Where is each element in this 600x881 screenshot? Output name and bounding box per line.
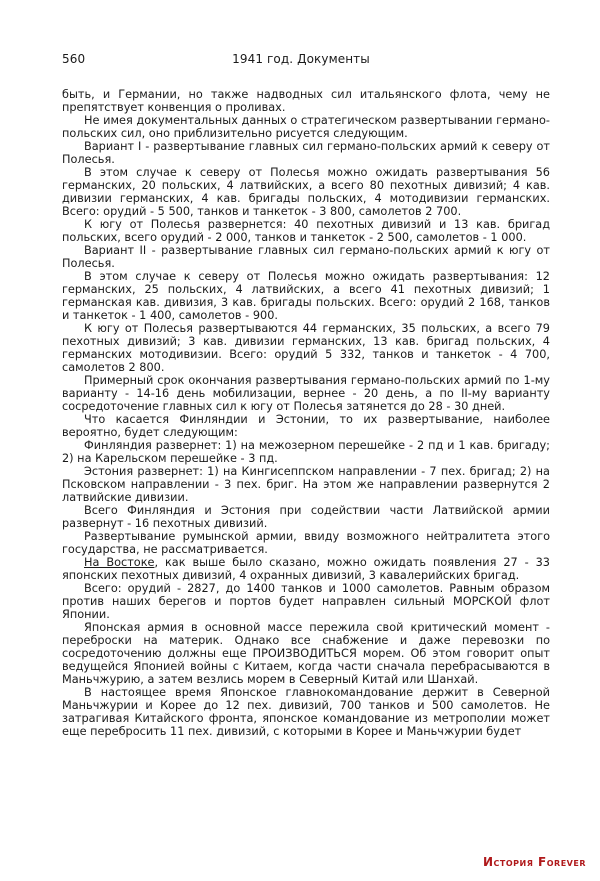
paragraph: В настоящее время Японское главнокомандование держит в Северной Маньчжурии и Корее до 12 пех. дивизий, 700 танков и 500 самолетов. Не затрагивая Китайского фронта, японское командование из метрополии может еще перебросить 11 пех. дивизий, с которыми в Корее и Маньчжурии будет — [62, 686, 550, 738]
page-number: 560 — [62, 52, 86, 66]
paragraph: Вариант I - развертывание главных сил германо-польских армий к северу от Полесья. — [62, 140, 550, 166]
paragraph: быть, и Германии, но также надводных сил итальянского флота, чему не препятствует конвенция о проливах. — [62, 88, 550, 114]
paragraph: Не имея документальных данных о стратегическом развертывании германо-польских сил, оно приблизительно рисуется следующим. — [62, 114, 550, 140]
running-title: 1941 год. Документы — [232, 52, 370, 66]
paragraph: В этом случае к северу от Полесья можно ожидать развертывания: 12 германских, 25 польских, 4 латвийских, а всего 41 пехотных дивизий; 1 германская кав. дивизия, 3 кав. бригады польских. Всего: орудий 2 168, танков и танкеток - 1 400, самолетов - 900. — [62, 270, 550, 322]
paragraph: К югу от Полесья развернется: 40 пехотных дивизий и 13 кав. бригад польских, всего орудий - 2 000, танков и танкеток - 2 500, самолетов - 1 000. — [62, 218, 550, 244]
paragraph: Всего: орудий - 2827, до 1400 танков и 1000 самолетов. Равным образом против наших берегов и портов будет направлен сильный МОРСКОЙ флот Японии. — [62, 582, 550, 621]
paragraph: Финляндия развернет: 1) на межозерном перешейке - 2 пд и 1 кав. бригаду; 2) на Карельском перешейке - 3 пд. — [62, 439, 550, 465]
paragraph: Примерный срок окончания развертывания германо-польских армий по 1-му варианту - 14-16 день мобилизации, вернее - 20 день, а по II-му варианту сосредоточение главных сил к югу от Полесья затянется до 28 - 30 дней. — [62, 374, 550, 413]
site-logo: История Forever — [482, 855, 586, 869]
paragraph: В этом случае к северу от Полесья можно ожидать развертывания 56 германских, 20 польских, 4 латвийских, а всего 80 пехотных дивизий; 4 кав. дивизии германских, 4 кав. бригады польских, 4 мотодивизии германских. Всего: орудий - 5 500, танков и танкеток - 3 800, самолетов 2 700. — [62, 166, 550, 218]
paragraph: Эстония развернет: 1) на Кингисеппском направлении - 7 пех. бригад; 2) на Псковском направлении - 3 пех. бриг. На этом же направлении развернутся 2 латвийские дивизии. — [62, 465, 550, 504]
paragraph: Что касается Финляндии и Эстонии, то их развертывание, наиболее вероятно, будет следующим: — [62, 413, 550, 439]
paragraph-continuation: , как выше было сказано, можно ожидать появления 27 - 33 японских пехотных дивизий, 4 охранных дивизий, 3 кавалерийских бригад. — [62, 556, 550, 582]
paragraph: К югу от Полесья развертываются 44 германских, 35 польских, а всего 79 пехотных дивизий; 3 кав. дивизии германских, 13 кав. бригад польских, 4 германских мотодивизии. Всего: орудий 5 332, танков и танкеток - 4 700, самолетов 2 800. — [62, 322, 550, 374]
underlined-lead: На Востоке — [84, 556, 155, 569]
document-body — [62, 88, 550, 738]
paragraph: Развертывание румынской армии, ввиду возможного нейтралитета этого государства, не рассматривается. — [62, 530, 550, 556]
paragraph: Японская армия в основной массе пережила свой критический момент - переброски на материк. Однако все снабжение и даже перевозки по сосредоточению должны еще ПРОИЗВОДИТЬСЯ морем. Об этом говорит опыт ведущейся Японией войны с Китаем, когда части сначала перебрасываются в Маньчжурию, а затем везлись морем в Северный Китай или Шанхай. — [62, 621, 550, 686]
paragraph: Вариант II - развертывание главных сил германо-польских армий к югу от Полесья. — [62, 244, 550, 270]
paragraph-east — [62, 556, 550, 582]
page-header — [62, 52, 540, 70]
paragraph: Всего Финляндия и Эстония при содействии части Латвийской армии развернут - 16 пехотных дивизий. — [62, 504, 550, 530]
